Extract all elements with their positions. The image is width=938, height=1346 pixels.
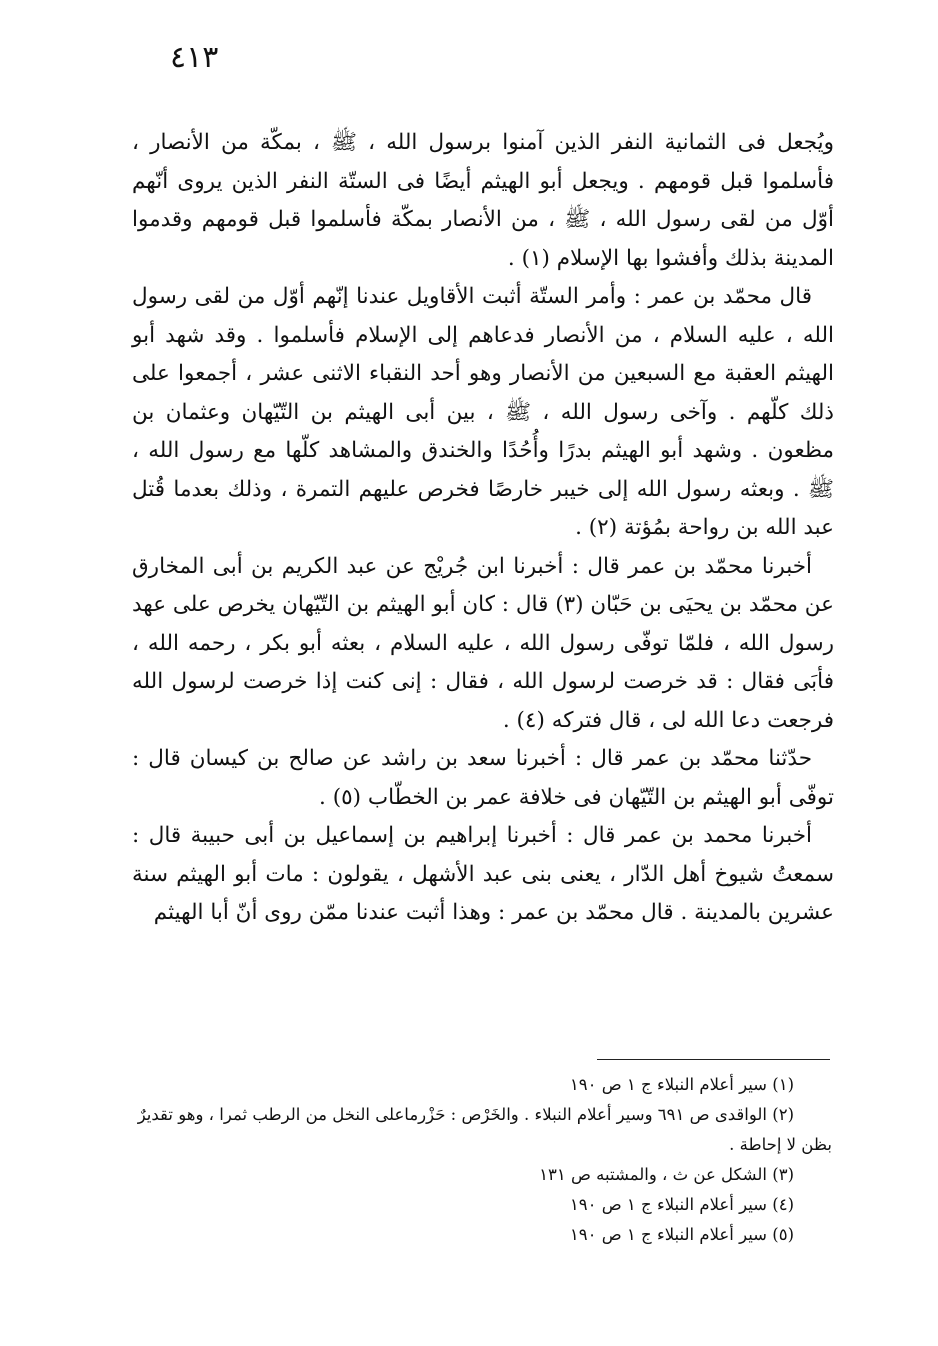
footnote-2: (٢) الواقدى ص ٦٩١ وسير أعلام النبلاء . والخَرْص : حَزْرماعلى النخل من الرطب ثمرا ، وهو تقديرٌ بظن لا إحاطة . <box>137 1105 832 1154</box>
page-number: ٤١٣ <box>170 40 219 75</box>
footnote-5: (٥) سير أعلام النبلاء ج ١ ص ١٩٠ <box>569 1225 794 1244</box>
footnote-separator <box>597 1059 830 1060</box>
footnotes <box>132 1070 832 1250</box>
paragraph-4: حدّثنا محمّد بن عمر قال : أخبرنا سعد بن راشد عن صالح بن كيسان قال : توفّى أبو الهيثم بن التّيّهان فى خلافة عمر بن الخطّاب (٥) . <box>132 746 834 810</box>
main-text <box>132 124 834 933</box>
footnote-1: (١) سير أعلام النبلاء ج ١ ص ١٩٠ <box>569 1075 794 1094</box>
paragraph-1: ويُجعل فى الثمانية النفر الذين آمنوا برسول الله ، ﷺ ، بمكّة من الأنصار ، فأسلموا قبل قومهم . ويجعل أبو الهيثم أيضًا فى الستّة النفر الذين يروى أنّهم أوّل من لقى رسول الله ، ﷺ ، من الأنصار بمكّة فأسلموا قبل قومهم وقدموا المدينة بذلك وأفشوا بها الإسلام (١) . <box>132 130 834 271</box>
paragraph-3: أخبرنا محمّد بن عمر قال : أخبرنا ابن جُريْج عن عبد الكريم بن أبى المخارق عن محمّد بن يحيَى بن حَبّان (٣) قال : كان أبو الهيثم بن التّيّهان يخرص على عهد رسول الله ، فلمّا توفّى رسول الله ، عليه السلام ، بعثه أبو بكر ، رحمه الله ، فأبَى فقال : قد خرصت لرسول الله ، فقال : إنى كنت إذا خرصت لرسول الله فرجعت دعا الله لى ، قال فتركه (٤) . <box>132 553 834 733</box>
paragraph-5: أخبرنا محمد بن عمر قال : أخبرنا إبراهيم بن إسماعيل بن أبى حبيبة قال : سمعتُ شيوخ أهل الدّار ، يعنى بنى عبد الأشهل ، يقولون : مات أبو الهيثم سنة عشرين بالمدينة . قال محمّد بن عمر : وهذا أثبت عندنا ممّن روى أنّ أبا الهيثم <box>132 823 834 925</box>
paragraph-2: قال محمّد بن عمر : وأمر الستّة أثبت الأقاويل عندنا إنّهم أوّل من لقى رسول الله ، عليه السلام ، من الأنصار فدعاهم إلى الإسلام فأسلموا . وقد شهد أبو الهيثم العقبة مع السبعين من الأنصار وهو أحد النقباء الاثنى عشر ، أجمعوا على ذلك كلّهم . وآخى رسول الله ، ﷺ ، بين أبى الهيثم بن التّيّهان وعثمان بن مظعون . وشهد أبو الهيثم بدرًا وأُحُدًا والخندق والمشاهد كلّها مع رسول الله ، ﷺ . وبعثه رسول الله إلى خيبر خارصًا فخرص عليهم التمرة ، وذلك بعدما قُتل عبد الله بن رواحة بمُؤتة (٢) . <box>132 284 834 540</box>
footnote-3: (٣) الشكل عن ث ، والمشتبه ص ١٣١ <box>539 1165 794 1184</box>
footnote-4: (٤) سير أعلام النبلاء ج ١ ص ١٩٠ <box>569 1195 794 1214</box>
